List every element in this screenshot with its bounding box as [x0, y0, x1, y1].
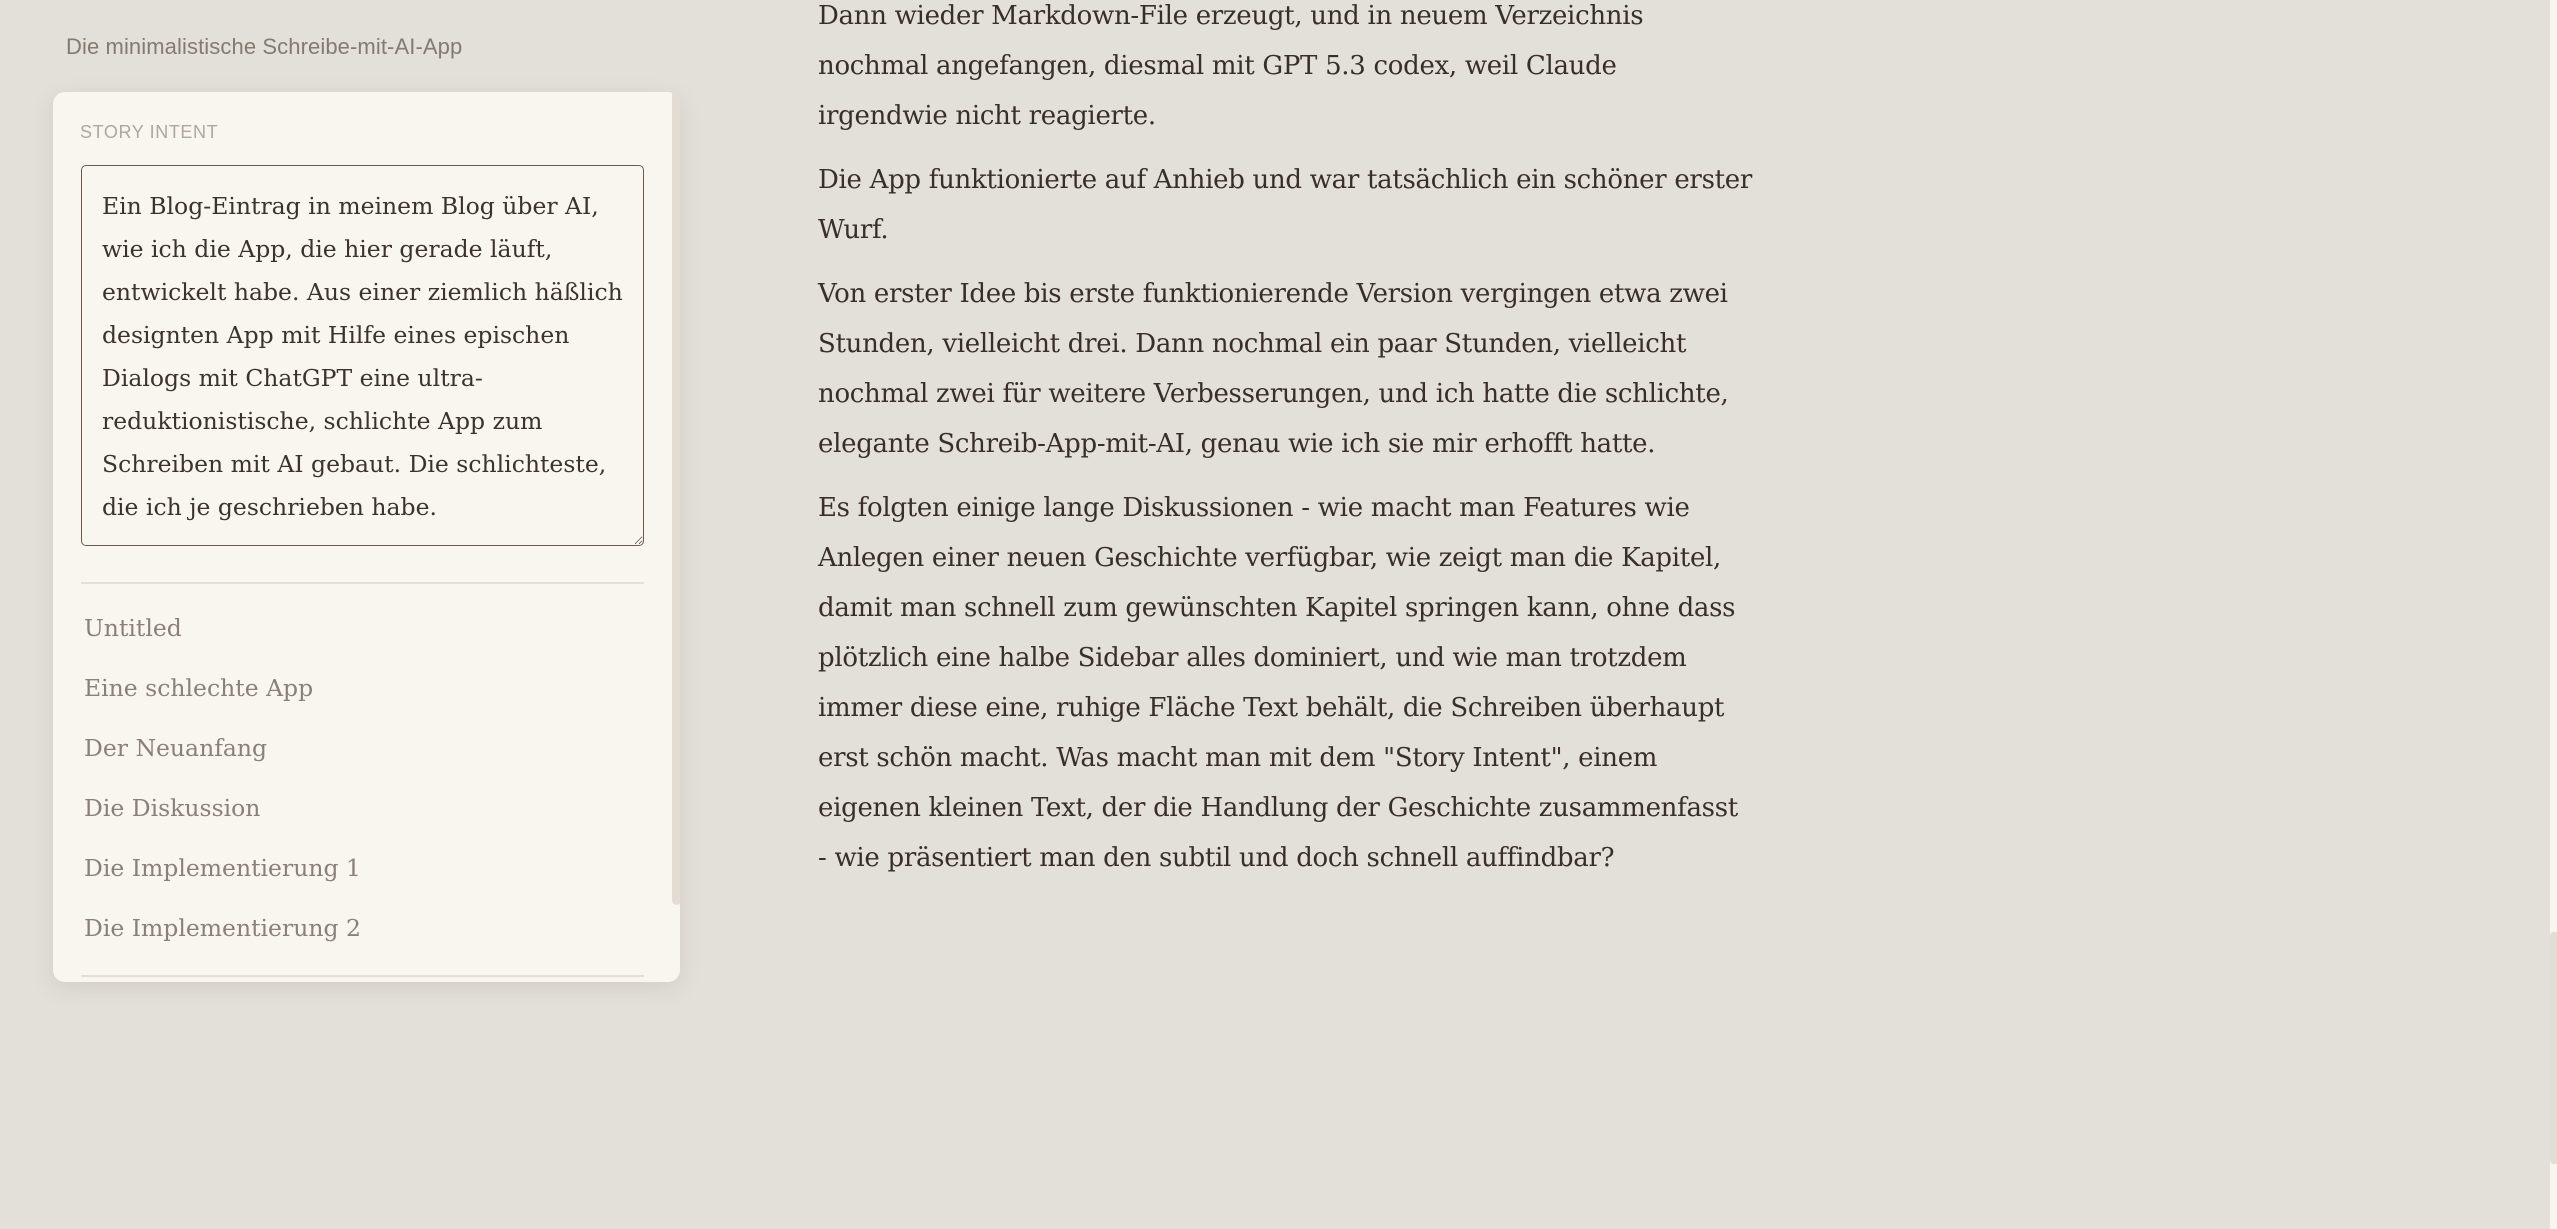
sidebar-divider-bottom	[81, 975, 644, 977]
sidebar-divider	[81, 582, 644, 584]
story-intent-label: STORY INTENT	[80, 122, 219, 142]
page-scrollbar-thumb[interactable]	[2550, 932, 2557, 1164]
chapter-item-eine-schlechte-app[interactable]: Eine schlechte App	[84, 674, 314, 702]
editor-paragraph[interactable]: Es folgten einige lange Diskussionen - wie macht man Features wie Anlegen einer neuen Geschichte verfügbar, wie zeigt man die Kapitel, damit man schnell zum gewünschten Kapitel springen kann, ohne dass plötzlich eine halbe Sidebar alles dominiert, und wie man trotzdem immer diese eine, ruhige Fläche Text behält, die Schreiben überhaupt erst schön macht. Was macht man mit dem "Story Intent", einem eigenen kleinen Text, der die Handlung der Geschichte zusammenfasst - wie präsentiert man den subtil und doch schnell auffindbar?	[818, 493, 1738, 873]
sidebar-scrollbar[interactable]	[672, 92, 680, 905]
editor-paragraph[interactable]: Dann wieder Markdown-File erzeugt, und in neuem Verzeichnis nochmal angefangen, diesmal mit GPT 5.3 codex, weil Claude irgendwie nicht reagierte.	[818, 1, 1644, 131]
editor-text-area[interactable]	[818, 0, 1753, 897]
story-intent-textarea[interactable]	[81, 165, 644, 546]
editor-paragraph[interactable]: Die App funktionierte auf Anhieb und war tatsächlich ein schöner erster Wurf.	[818, 165, 1752, 245]
page-scrollbar[interactable]	[2550, 0, 2557, 1229]
sidebar-panel	[53, 92, 680, 982]
chapter-item-die-diskussion[interactable]: Die Diskussion	[84, 794, 261, 822]
chapter-item-untitled[interactable]: Untitled	[84, 614, 182, 642]
chapter-item-die-implementierung-2[interactable]: Die Implementierung 2	[84, 914, 361, 942]
chapter-item-die-implementierung-1[interactable]: Die Implementierung 1	[84, 854, 361, 882]
app-subtitle: Die minimalistische Schreibe-mit-AI-App	[66, 34, 463, 59]
chapter-item-der-neuanfang[interactable]: Der Neuanfang	[84, 734, 268, 762]
editor-paragraph[interactable]: Von erster Idee bis erste funktionierende Version vergingen etwa zwei Stunden, vielleicht drei. Dann nochmal ein paar Stunden, vielleicht nochmal zwei für weitere Verbesserungen, und ich hatte die schlichte, elegante Schreib-App-mit-AI, genau wie ich sie mir erhofft hatte.	[818, 279, 1729, 459]
chapter-list	[84, 606, 361, 966]
